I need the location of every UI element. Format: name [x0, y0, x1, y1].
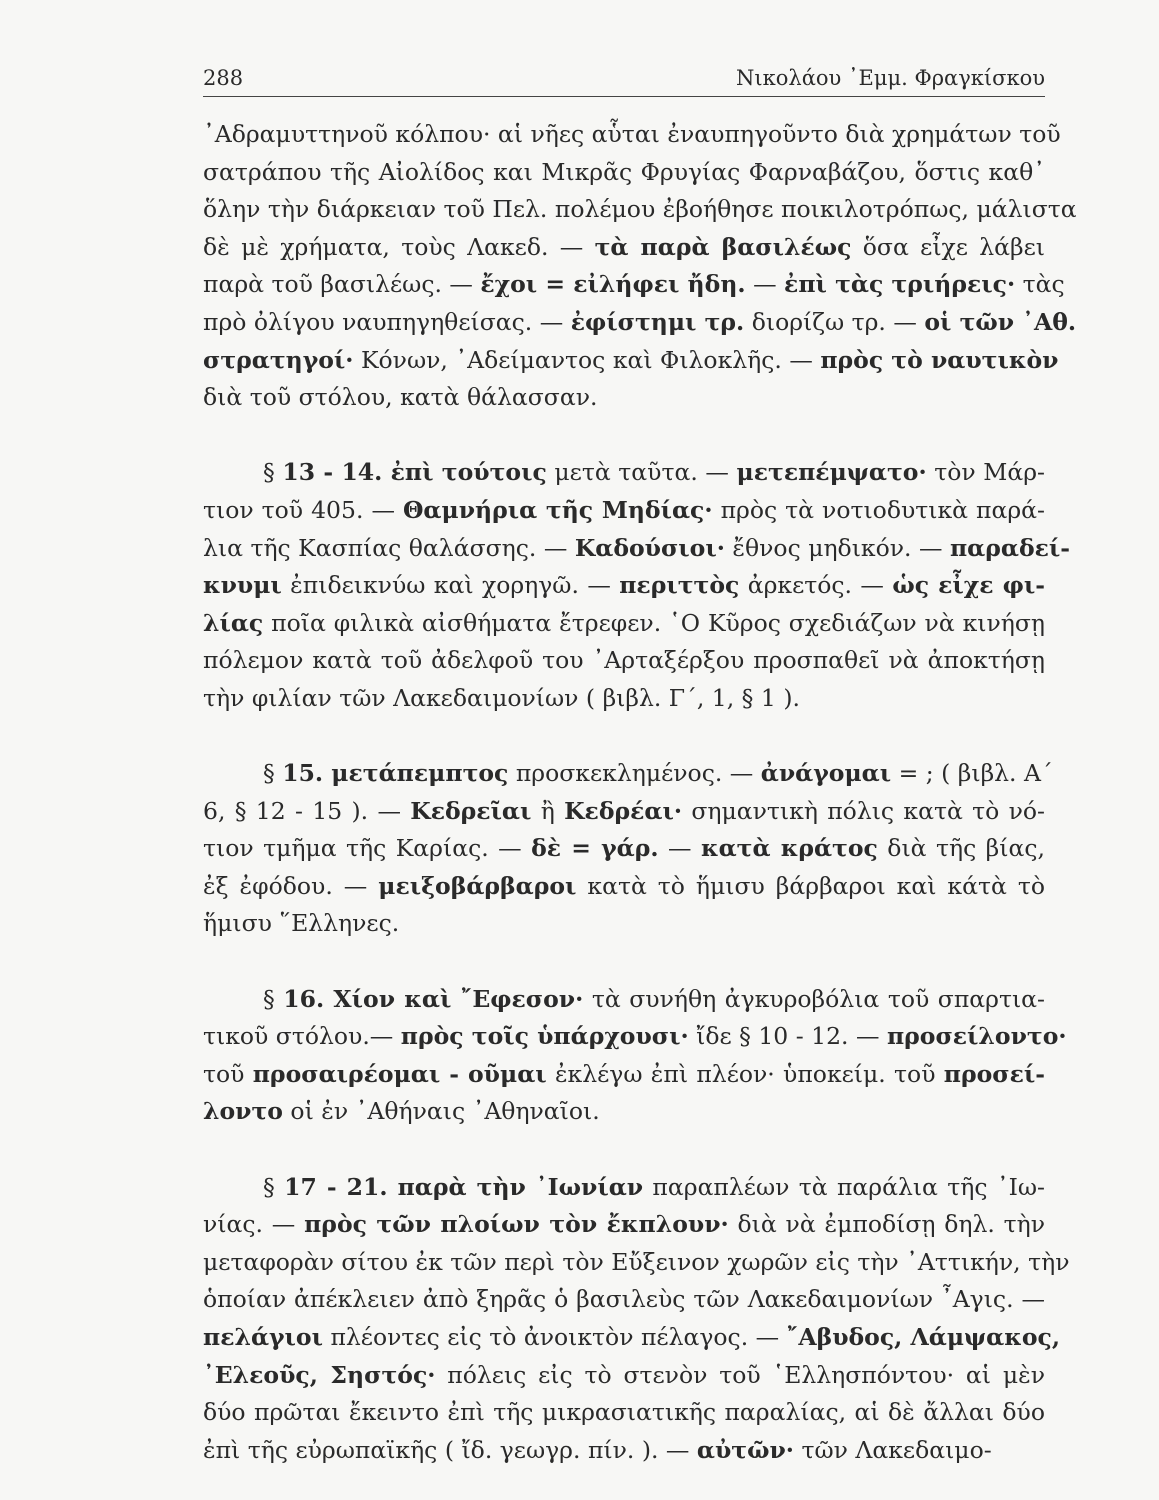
bold-term: παραδεί-: [949, 533, 1071, 562]
text-line: [203, 1394, 1045, 1432]
text-span: παραπλέων τὰ παράλια τῆς ᾿Ιω-: [643, 1172, 1045, 1201]
text-line: [203, 605, 1045, 643]
text-span: μεταφορὰν σίτου ἐκ τῶν περὶ τὸν Εὔξεινον χωρῶν εἰς τὴν ᾿Αττικήν, τὴν: [203, 1247, 1070, 1276]
text-line: [203, 868, 1045, 906]
text-span: τὰ συνήθη ἀγκυροβόλια τοῦ σπαρτια-: [583, 984, 1045, 1013]
text-span: παρὰ τοῦ βασιλέως. —: [203, 270, 481, 299]
text-span: ἐπὶ τῆς εὐρωπαϊκῆς ( ἴδ. γεωγρ. πίν. ). —: [203, 1435, 697, 1464]
bold-term: δὲ = γάρ.: [531, 834, 659, 863]
text-span: προσκεκλημένος. —: [508, 759, 761, 788]
text-span: τὸν Μάρ-: [926, 458, 1045, 487]
text-span: ᾿Αδραμυττηνοῦ κόλπου· αἱ νῆες αὗται ἐναυπηγοῦντο διὰ χρημάτων τοῦ: [203, 120, 1061, 148]
text-span: τιον τοῦ 405. —: [203, 495, 403, 524]
text-line: [203, 191, 1077, 229]
text-line: [203, 379, 1045, 417]
bold-term: ἐπὶ τὰς τριήρεις·: [784, 270, 1016, 299]
bold-term: κατὰ κράτος: [700, 834, 878, 863]
bold-term: 16. Χίον καὶ ῎Εφεσον·: [283, 984, 584, 1013]
bold-term: πρὸς τὸ ναυτικὸν: [820, 345, 1059, 374]
bold-term: αὐτῶν·: [696, 1435, 794, 1464]
text-span: ὅλην τὴν διάρκειαν τοῦ Πελ. πολέμου ἐβοήθησε ποικιλοτρόπως, μάλιστα: [203, 195, 1077, 224]
text-span: πόλεις εἰς τὸ στενὸν τοῦ ῾Ελλησπόντου· αἱ μὲν: [435, 1360, 1045, 1389]
text-span: —: [745, 270, 785, 299]
text-span: πρὸ ὀλίγου ναυπηγηθείσας. —: [203, 307, 571, 336]
text-span: διὰ νὰ ἐμποδίσῃ δηλ. τὴν: [728, 1210, 1045, 1239]
paragraph-gap: [203, 1131, 1045, 1169]
text-span: πόλεμον κατὰ τοῦ ἀδελφοῦ του ᾿Αρταξέρξου προσπαθεῖ νὰ ἀποκτήσῃ: [203, 646, 1045, 675]
text-span: διὰ τῆς βίας,: [877, 834, 1045, 863]
text-line: [203, 755, 1053, 793]
text-span: §: [263, 458, 283, 487]
text-line: [203, 530, 1071, 568]
text-line: [203, 680, 1045, 718]
bold-term: κνυμι: [203, 571, 282, 600]
paragraph: [203, 755, 1053, 943]
text-span: ὁποίαν ἀπέκλειεν ἀπὸ ξηρᾶς ὁ βασιλεὺς τῶν Λακεδαιμονίων ῏Αγις. —: [203, 1285, 1045, 1314]
text-line: [203, 567, 1045, 605]
text-line: [203, 1432, 1045, 1470]
bold-term: ἔχοι = εἰλήφει ἤδη.: [480, 270, 746, 299]
text-span: ποῖα φιλικὰ αἰσθήματα ἔτρεφεν. ῾Ο Κῦρος σχεδιάζων νὰ κινήσῃ: [263, 608, 1045, 637]
text-line: [203, 229, 1045, 267]
text-span: §: [263, 1172, 285, 1201]
text-line: [203, 1244, 1070, 1282]
text-span: τοῦ: [203, 1059, 253, 1088]
text-span: ἀρκετός. —: [739, 571, 893, 600]
page-header: [203, 64, 1045, 97]
text-span: ἔθνος μηδικόν. —: [724, 533, 950, 562]
bold-term: πρὸς τοῖς ὑπάρχουσι·: [400, 1022, 689, 1051]
text-span: κατὰ τὸ ἥμισυ βάρβαροι καὶ κάτὰ τὸ: [576, 871, 1045, 900]
bold-term: στρατηγοί·: [203, 345, 354, 374]
bold-term: λοντο: [203, 1097, 283, 1126]
text-line: [203, 1093, 1045, 1131]
text-span: ἥμισυ ῞Ελληνες.: [203, 909, 400, 938]
text-span: πρὸς τὰ νοτιοδυτικὰ παρά-: [712, 495, 1045, 524]
text-span: σημαντικὴ πόλις κατὰ τὸ νό-: [682, 796, 1045, 825]
text-line: [203, 266, 1065, 304]
text-span: ὅσα εἶχε λάβει: [851, 232, 1046, 261]
bold-term: Θαμνήρια τῆς Μηδίας·: [402, 495, 713, 524]
paragraph-gap: [203, 718, 1045, 756]
bold-term: ᾿Ελεοῦς, Σηστός·: [203, 1360, 436, 1389]
body-text: [203, 116, 1077, 1469]
paragraph-gap: [203, 943, 1045, 981]
text-line: [203, 793, 1045, 831]
bold-term: 15. μετάπεμπτος: [282, 759, 509, 788]
text-span: δὲ μὲ χρήματα, τοὺς Λακεδ. —: [203, 232, 595, 261]
paragraph: [203, 981, 1067, 1131]
text-span: —: [658, 834, 701, 863]
text-span: τὰς: [1015, 270, 1065, 299]
bold-term: Καδούσιοι·: [574, 533, 725, 562]
paragraph: [203, 454, 1071, 717]
text-span: οἱ ἐν ᾿Αθήναις ᾿Αθηναῖοι.: [282, 1097, 600, 1126]
text-span: 6, § 12 - 15 ). —: [203, 796, 411, 825]
text-span: §: [263, 984, 284, 1013]
text-span: τῶν Λακεδαιμο-: [793, 1435, 992, 1464]
text-line: [203, 981, 1045, 1019]
bold-term: ἐφίστημι τρ.: [570, 307, 745, 336]
text-line: [203, 830, 1045, 868]
paragraph: [203, 116, 1077, 417]
bold-term: ἀνάγομαι: [760, 759, 892, 788]
bold-term: Κεδρέαι·: [564, 796, 683, 825]
text-line: [203, 905, 1045, 943]
page-number: 288: [203, 66, 244, 90]
text-span: μετὰ ταῦτα. —: [546, 458, 737, 487]
paragraph: [203, 1169, 1070, 1470]
text-line: [203, 116, 1061, 154]
text-line: [203, 492, 1045, 530]
text-span: τὴν φιλίαν τῶν Λακεδαιμονίων ( βιβλ. Γ΄, 1, § 1 ).: [203, 683, 800, 712]
bold-term: πρὸς τῶν πλοίων τὸν ἔκπλουν·: [304, 1210, 729, 1239]
text-span: = ; ( βιβλ. Α΄: [891, 759, 1053, 788]
text-line: [203, 1169, 1045, 1207]
running-head: Νικολάου ᾿Εμμ. Φραγκίσκου: [736, 66, 1045, 90]
bold-term: Κεδρεῖαι: [410, 796, 532, 825]
bold-term: μετεπέμψατο·: [736, 458, 927, 487]
text-span: ἢ: [531, 796, 565, 825]
text-span: δύο πρῶται ἔκειντο ἐπὶ τῆς μικρασιατικῆς παραλίας, αἱ δὲ ἄλλαι δύο: [203, 1398, 1045, 1427]
bold-term: οἱ τῶν ᾿Αθ.: [924, 307, 1077, 336]
text-span: ἐπιδεικνύω καὶ χορηγῶ. —: [281, 571, 620, 600]
text-span: τιον τμῆμα τῆς Καρίας. —: [203, 834, 532, 863]
text-span: ἴδε § 10 - 12. —: [688, 1022, 887, 1051]
bold-term: προσεί-: [943, 1059, 1046, 1088]
bold-term: λίας: [203, 608, 264, 637]
paragraph-gap: [203, 417, 1045, 455]
text-line: [203, 1357, 1045, 1395]
text-span: ἐξ ἐφόδου. —: [203, 871, 379, 900]
text-line: [203, 1018, 1067, 1056]
bold-term: 17 - 21. παρὰ τὴν ᾿Ιωνίαν: [284, 1172, 644, 1201]
text-span: λια τῆς Κασπίας θαλάσσης. —: [203, 533, 575, 562]
text-line: [203, 154, 1045, 192]
text-line: [203, 642, 1045, 680]
bold-term: ὡς εἶχε φι-: [892, 571, 1045, 600]
text-span: πλέοντες εἰς τὸ ἀνοικτὸν πέλαγος. —: [322, 1323, 787, 1351]
text-line: [203, 1206, 1045, 1244]
text-span: σατράπου τῆς Αἰολίδος και Μικρᾶς Φρυγίας Φαρναβάζου, ὅστις καθ᾿: [203, 157, 1045, 186]
text-span: νίας. —: [203, 1210, 305, 1239]
bold-term: ῎Αβυδος, Λάμψακος,: [786, 1323, 1061, 1351]
text-span: §: [263, 759, 283, 788]
bold-term: τὰ παρὰ βασιλέως: [594, 232, 852, 261]
text-line: [203, 1056, 1045, 1094]
bold-term: περιττὸς: [619, 571, 740, 600]
text-line: [203, 1319, 1061, 1357]
text-line: [203, 304, 1077, 342]
text-line: [203, 454, 1045, 492]
bold-term: 13 - 14. ἐπὶ τούτοις: [282, 458, 547, 487]
text-span: Κόνων, ᾿Αδείμαντος καὶ Φιλοκλῆς. —: [353, 345, 821, 374]
bold-term: μειξοβάρβαροι: [378, 871, 577, 900]
text-span: διορίζω τρ. —: [744, 307, 925, 336]
text-span: ἐκλέγω ἐπὶ πλέον· ὑποκείμ. τοῦ: [546, 1059, 944, 1088]
bold-term: προσείλοντο·: [886, 1022, 1067, 1051]
text-line: [203, 1281, 1045, 1319]
text-span: διὰ τοῦ στόλου, κατὰ θάλασσαν.: [203, 383, 598, 412]
bold-term: προσαιρέομαι - οῦμαι: [252, 1059, 547, 1088]
text-line: [203, 342, 1059, 380]
text-span: τικοῦ στόλου.—: [203, 1022, 401, 1051]
bold-term: πελάγιοι: [203, 1323, 323, 1351]
